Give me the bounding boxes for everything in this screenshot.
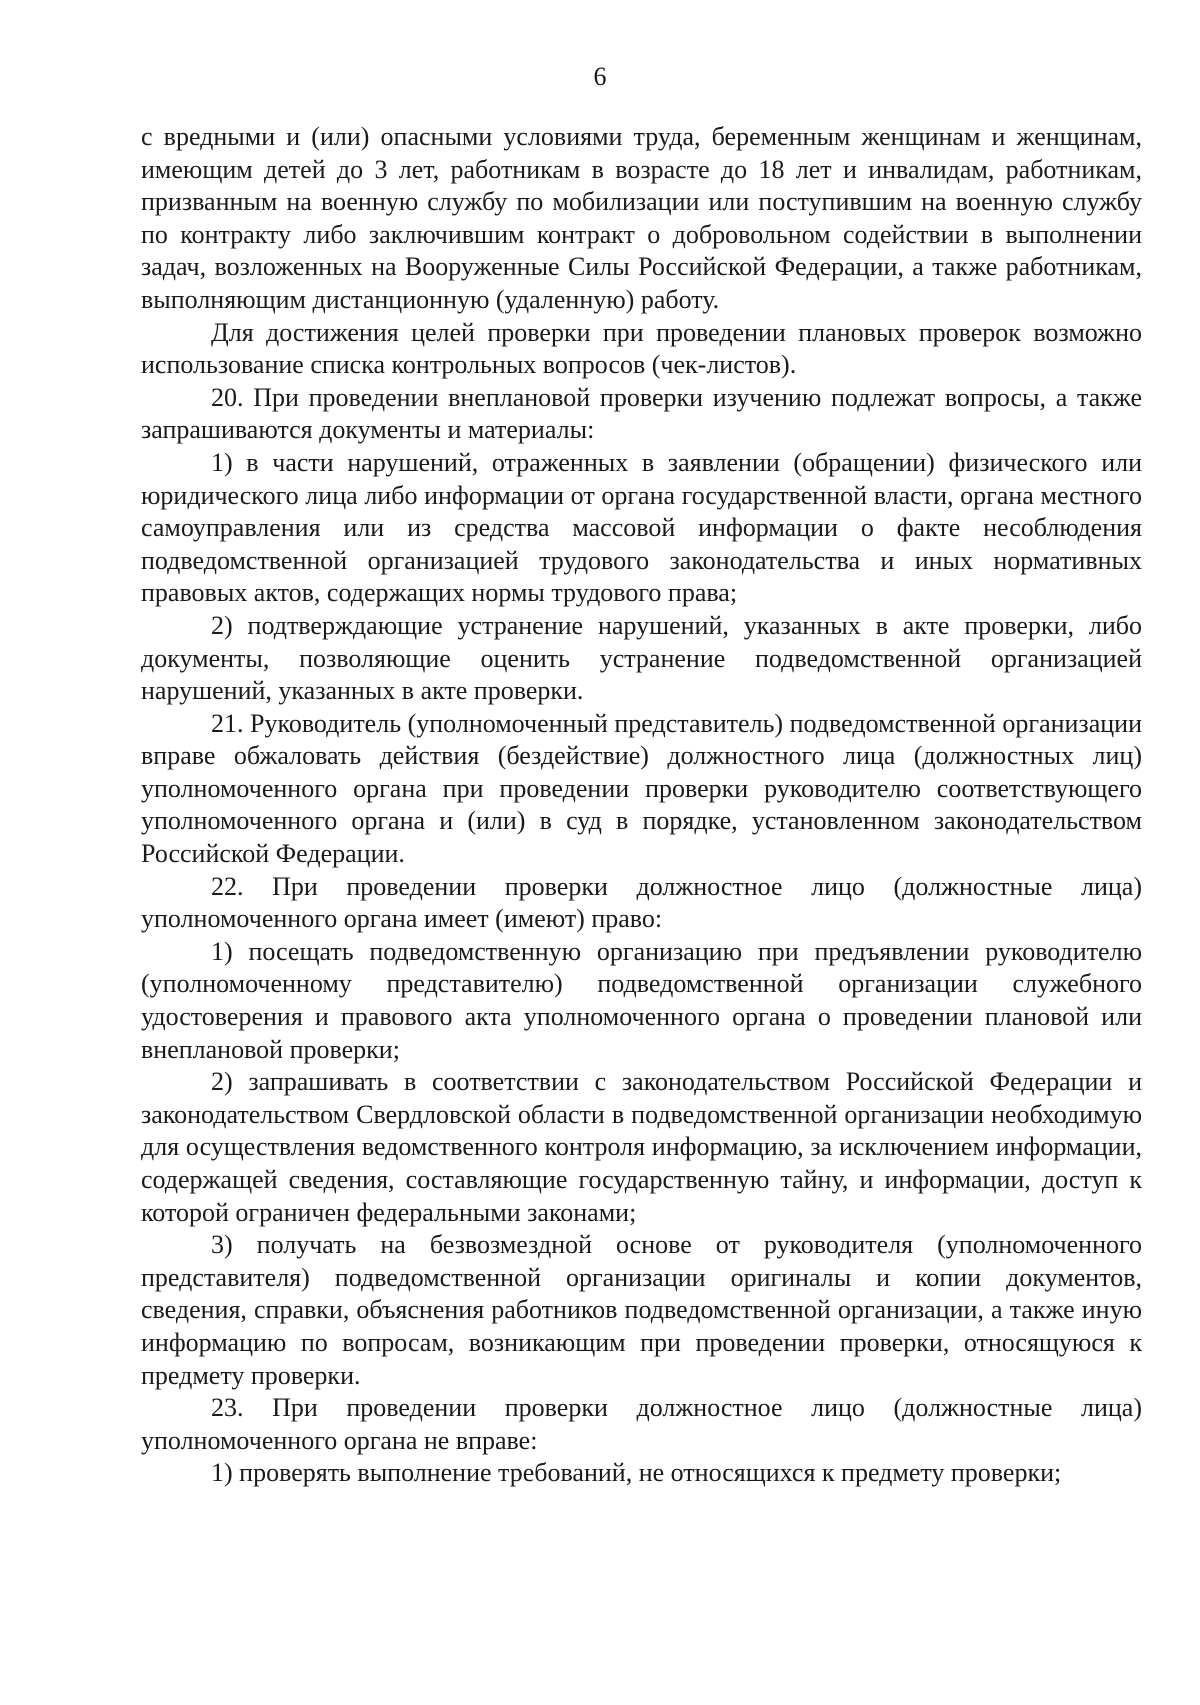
paragraph-item-20-1: 1) в части нарушений, отраженных в заявлении (обращении) физического или юридического лица либо информации от органа государственной власти, органа местного самоуправления или из средства массовой информации о факте несоблюдения подведомственной организацией трудового законодательства и иных нормативных правовых актов, содержащих нормы трудового права; [141,447,1142,608]
paragraph-item-23-1: 1) проверять выполнение требований, не относящихся к предмету проверки; [211,1458,1062,1488]
paragraph-item-22-2: 2) запрашивать в соответствии с законодательством Российской Федерации и законодательством Свердловской области в подведомственной организации необходимую для осуществления ведомственного контроля информацию, за исключением информации, содержащей сведения, составляющие государственную тайну, и информации, доступ к которой ограничен федеральными законами; [141,1067,1142,1227]
paragraph-continuation: с вредными и (или) опасными условиями труда, беременным женщинам и женщинам, имеющим детей до 3 лет, работникам в возрасте до 18 лет и инвалидам, работникам, призванным на военную службу по мобилизации или поступившим на военную службу по контракту либо заключившим контракт о добровольном содействии в выполнении задач, возложенных на Вооруженные Силы Российской Федерации, а также работникам, выполняющим дистанционную (удаленную) работу. [141,122,1142,314]
page-number: 6 [593,62,607,91]
paragraph-item-22-1: 1) посещать подведомственную организацию при предъявлении руководителю (уполномоченному представителю) подведомственной организации служебного удостоверения и правового акта уполномоченного органа о проведении плановой или внеплановой проверки; [141,936,1142,1064]
paragraph-checklists: Для достижения целей проверки при проведении плановых проверок возможно использование списка контрольных вопросов (чек-листов). [141,317,1142,380]
document-body [141,121,1142,1490]
paragraph-item-21: 21. Руководитель (уполномоченный представитель) подведомственной организации вправе обжаловать действия (бездействие) должностного лица (должностных лиц) уполномоченного органа при проведении проверки руководителю соответствующего уполномоченного органа и (или) в суд в порядке, установленном законодательством Российской Федерации. [141,708,1142,869]
paragraph-item-20: 20. При проведении внеплановой проверки изучению подлежат вопросы, а также запрашиваются документы и материалы: [141,382,1142,445]
paragraph-item-22-3: 3) получать на безвозмездной основе от руководителя (уполномоченного представителя) подведомственной организации оригиналы и копии документов, сведения, справки, объяснения работников подведомственной организации, а также иную информацию по вопросам, возникающим при проведении проверки, относящуюся к предмету проверки. [141,1230,1142,1390]
paragraph-item-22: 22. При проведении проверки должностное лицо (должностные лица) уполномоченного органа имеет (имеют) право: [141,871,1142,934]
paragraph-item-23: 23. При проведении проверки должностное лицо (должностные лица) уполномоченного органа не вправе: [141,1393,1142,1455]
paragraph-item-20-2: 2) подтверждающие устранение нарушений, указанных в акте проверки, либо документы, позволяющие оценить устранение подведомственной организацией нарушений, указанных в акте проверки. [141,610,1142,706]
